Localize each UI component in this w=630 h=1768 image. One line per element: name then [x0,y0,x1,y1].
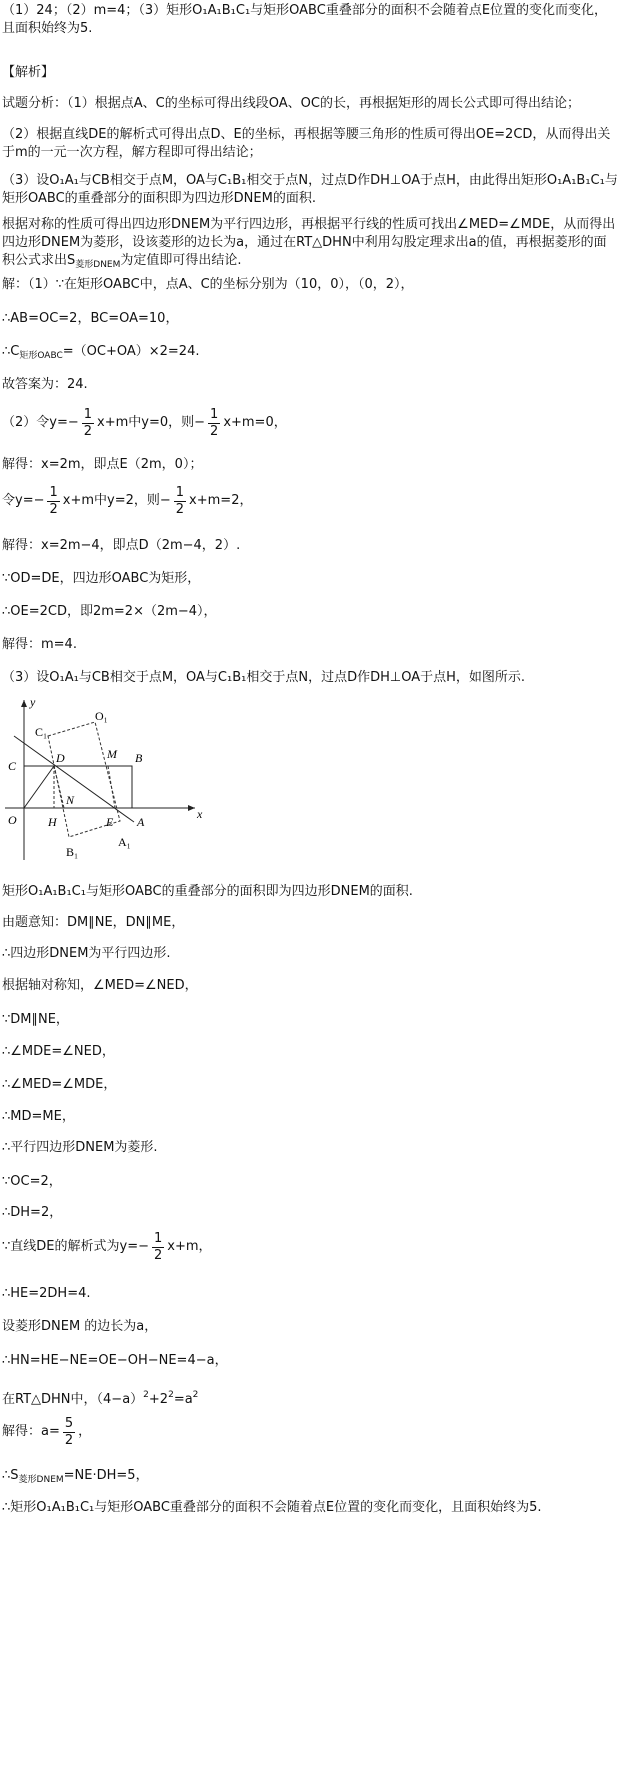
perimeter-value: =（OC+OA）×2=24. [62,344,200,359]
equation-text: 令y=− [2,493,45,508]
solution-line: ∴∠MED=∠MDE， [2,1077,117,1092]
solution-line: 解得：x=2m，即点E（2m，0）； [2,457,203,472]
solution-line: ∴DH=2， [2,1205,63,1220]
exponent: 2 [168,1390,174,1400]
solution-line: ∵OD=DE，四边形OABC为矩形， [2,571,201,586]
analysis-part3: （3）设O₁A₁与CB相交于点M，OA与C₁B₁相交于点N，过点D作DH⊥OA于点H，由此得出矩形O₁A₁B₁C₁与矩形OABC的重叠部分的面积即为四边形DNEM的面积. [2,173,618,206]
solution-line [2,1467,149,1489]
label-x: x [197,807,203,821]
equation-text: =a [173,1392,193,1407]
label-O: O [8,813,17,827]
solution-line: 由题意知：DM∥NE，DN∥ME， [2,915,185,930]
solution-line: ∵OC=2， [2,1174,62,1189]
label-A: A [137,815,145,829]
equation-text: x+m中y=0，则− [97,415,206,430]
solution-line [2,343,199,365]
segment-OD [24,766,54,808]
analysis-part4-end: 为定值即可得出结论. [120,253,242,268]
label-B: B [135,751,143,765]
equation-text: x+m=0， [223,415,287,430]
equation-text: 在RT△DHN中，（4−a） [2,1392,144,1407]
solution-line [2,406,287,440]
solution-line: ∴∠MDE=∠NED， [2,1044,115,1059]
area-value: =NE·DH=5， [63,1468,149,1483]
analysis-intro: 试题分析：（1）根据点A、C的坐标可得出线段OA、OC的长，再根据矩形的周长公式即可得出结论； [2,96,580,111]
fraction: $\frac{1}{2}$ [210,406,219,439]
exponent: 2 [143,1390,149,1400]
solution-line: 解得：m=4. [2,637,77,652]
solution-line: 根据轴对称知，∠MED=∠NED， [2,978,198,993]
solution-line [2,1386,198,1409]
analysis-title: 【解析】 [2,65,55,80]
label-H: H [48,815,57,829]
perimeter-symbol: ∴C [2,344,20,359]
analysis-part4 [2,216,618,274]
solution-line: 故答案为：24. [2,377,88,392]
perimeter-subscript: 矩形OABC [19,351,63,361]
label-D: D [56,751,65,765]
label-A1: A₁ [118,835,131,849]
rectangle-OABC [24,766,132,808]
fraction: $\frac{5}{2}$ [64,1415,74,1448]
analysis-part4-text: 根据对称的性质可得出四边形DNEM为平行四边形，再根据平行线的性质可找出∠MED=∠MDE，从而得出四边形DNEM为菱形，设该菱形的边长为a，通过在RT△DHN中利用勾股定理求出a的值，再根据菱形的面积公式求出S [2,217,616,268]
label-C1: C₁ [35,725,48,739]
segment-ME [108,766,115,808]
label-C: C [8,759,17,773]
solution-line: ∴HN=HE−NE=OE−OH−NE=4−a， [2,1353,228,1368]
solution-line [2,484,252,518]
solution-line [2,1230,212,1264]
label-M: M [107,747,117,761]
label-y: y [30,695,36,709]
y-axis-arrow [21,700,27,707]
area-symbol: ∴S [2,1468,19,1483]
solution-line: 解：（1）∵在矩形OABC中，点A、C的坐标分别为（10，0），（0，2）， [2,277,414,292]
solution-line: ∴HE=2DH=4. [2,1286,91,1301]
solution-line: ∴矩形O₁A₁B₁C₁与矩形OABC重叠部分的面积不会随着点E位置的变化而变化，且面积始终为5. [2,1500,542,1515]
fraction: $\frac{1}{2}$ [49,484,58,517]
x-axis-arrow [188,805,195,811]
solution-line: ∴AB=OC=2，BC=OA=10， [2,311,179,326]
solution-line: 解得：x=2m−4，即点D（2m−4，2）. [2,538,241,553]
area-subscript: 菱形DNEM [18,1475,64,1485]
solution-line: ∴OE=2CD，即2m=2×（2m−4）， [2,604,217,619]
solution-line: 矩形O₁A₁B₁C₁与矩形OABC的重叠部分的面积即为四边形DNEM的面积. [2,884,413,899]
solution-line: ∴平行四边形DNEM为菱形. [2,1140,158,1155]
equation-text: 解得：a= [2,1424,60,1439]
equation-text: x+m， [167,1239,212,1254]
fraction: $\frac{1}{2}$ [153,1230,163,1263]
solution-line [2,1413,91,1451]
label-N: N [66,793,75,807]
solution-line: ∵DM∥NE， [2,1012,69,1027]
answer-line: （1）24；（2）m=4；（3）矩形O₁A₁B₁C₁与矩形OABC重叠部分的面积不会随着点E位置的变化而变化，且面积始终为5. [2,3,608,36]
equation-text: （2）令y=− [2,415,79,430]
solution-line: ∴四边形DNEM为平行四边形. [2,946,171,961]
solution-line: ∴MD=ME， [2,1109,75,1124]
equation-text: ， [78,1424,92,1439]
solution-line: 设菱形DNEM 的边长为a， [2,1319,158,1334]
analysis-part2: （2）根据直线DE的解析式可得出点D、E的坐标，再根据等腰三角形的性质可得出OE=2CD，从而得出关于m的一元一次方程，解方程即可得出结论； [2,127,611,160]
label-B1: B₁ [66,845,79,859]
fraction: $\frac{1}{2}$ [83,406,93,439]
area-subscript: 菱形DNEM [75,260,121,270]
equation-text: x+m=2， [189,493,253,508]
segment-DN [54,766,64,808]
equation-text: ∵直线DE的解析式为y=− [2,1239,149,1254]
fraction: $\frac{1}{2}$ [175,484,185,517]
exponent: 2 [192,1390,199,1400]
label-O1: O₁ [95,709,108,723]
solution-line: （3）设O₁A₁与CB相交于点M，OA与C₁B₁相交于点N，过点D作DH⊥OA于点H，如图所示. [2,670,525,685]
equation-text: +2 [148,1392,169,1407]
geometry-figure [0,690,210,870]
label-E: E [106,815,114,829]
equation-text: x+m中y=2，则− [62,493,171,508]
